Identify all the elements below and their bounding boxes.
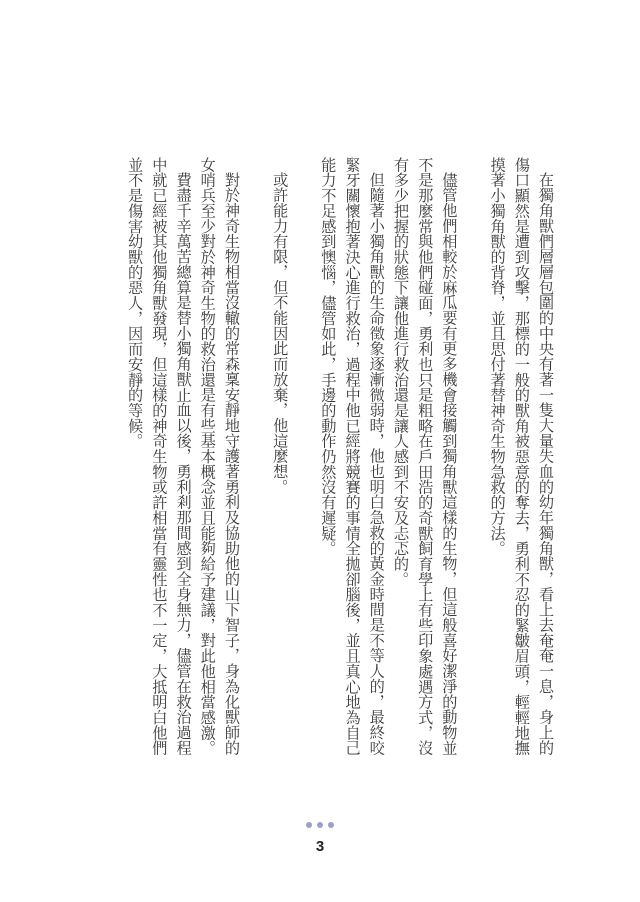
paragraph-6: 費盡千辛萬苦總算是替小獨角獸止血以後，勇利剎那間感到全身無力，儘管在救治過程中就已經被其他獨角獸發現，但這樣的神奇生物或許相當有靈性也不一定，大抵明白他們並不是傷害幼獸的惡人，因而安靜的等候。 [126, 157, 193, 756]
paragraph-4: 或許能力有限，但不能因此而放棄，他這麼想。 [271, 172, 290, 495]
dot-icon [306, 822, 312, 828]
ellipsis-dots-icon [0, 822, 640, 830]
dot-icon [317, 822, 323, 828]
page-footer [0, 822, 640, 855]
page-number: 3 [315, 838, 325, 855]
vertical-text-body [123, 157, 558, 757]
dot-icon [328, 822, 334, 828]
paragraph-3: 但隨著小獨角獸的生命徵象逐漸微弱時，他也明白急救的黃金時間是不等人的，最終咬緊牙關懷抱著決心進行救治，過程中他已經將競賽的事情全拋卻腦後，並且真心地為自己能力不足感到懊惱，儘管如此，手邊的動作仍然沒有遲疑。 [319, 157, 386, 756]
paragraph-1: 在獨角獸們層層包圍的中央有著一隻大量失血的幼年獨角獸，看上去奄奄一息，身上的傷口顯然是遭到攻擊，那標的一般的獸角被惡意的奪去，勇利不忍的緊皺眉頭，輕輕地撫摸著小獨角獸的背脊，並且思付著替神奇生物急救的方法。 [488, 157, 555, 756]
paragraph-5: 對於神奇生物相當沒轍的常森稟安靜地守護著勇利及協助他的山下智子，身為化獸師的女哨兵至少對於神奇生物的救治還是有些基本概念並且能夠給予建議，對此他相當感激。 [198, 157, 241, 756]
paragraph-2: 儘管他們相較於麻瓜要有更多機會接觸到獨角獸這樣的生物，但這般喜好潔淨的動物並不是那麼常與他們碰面，勇利也只是粗略在戶田浩的奇獸飼育學上有些印象處遇方式，沒有多少把握的狀態下讓他進行救治還是讓人感到不安及忐忑的。 [391, 157, 459, 756]
